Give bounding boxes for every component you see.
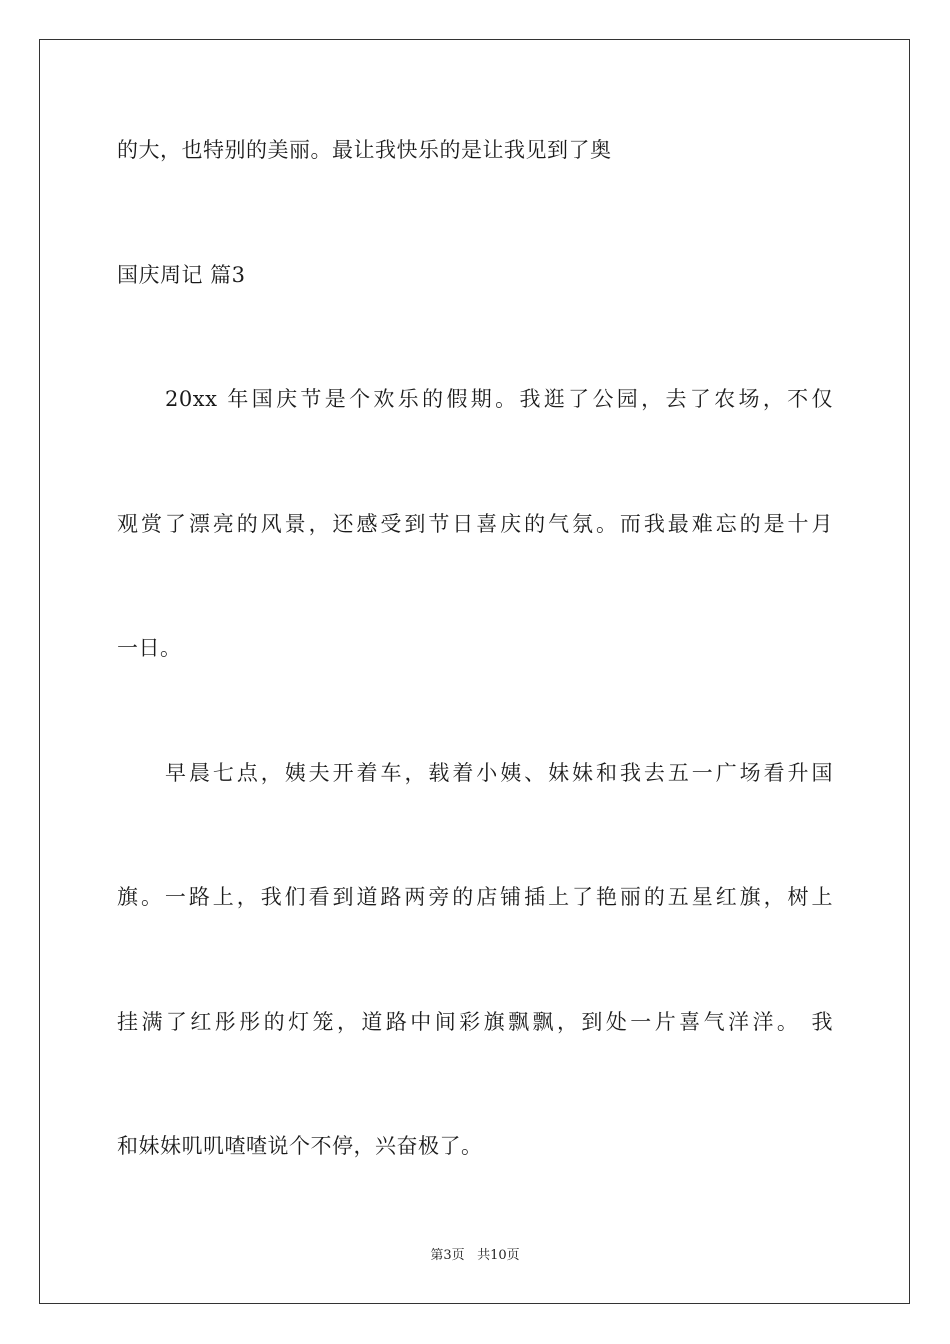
text-line-1: 的大，也特别的美丽。最让我快乐的是让我见到了奥 (117, 138, 612, 162)
paragraph-2-line-2: 旗。一路上，我们看到道路两旁的店铺插上了艳丽的五星红旗，树上 (117, 885, 833, 909)
page-border (39, 39, 910, 1304)
paragraph-2-line-1: 早晨七点，姨夫开着车，载着小姨、妹妹和我去五一广场看升国 (165, 761, 833, 785)
page-footer (0, 1248, 950, 1264)
paragraph-1-line-3: 一日。 (117, 636, 182, 660)
page-total: 共10页 (477, 1248, 520, 1263)
paragraph-1-line-2: 观赏了漂亮的风景，还感受到节日喜庆的气氛。而我最难忘的是十月 (117, 512, 833, 536)
page-number: 第3页 (430, 1248, 465, 1263)
paragraph-2-line-4: 和妹妹叽叽喳喳说个不停，兴奋极了。 (117, 1134, 483, 1158)
paragraph-2-line-3: 挂满了红彤彤的灯笼，道路中间彩旗飘飘，到处一片喜气洋洋。 我 (117, 1010, 833, 1034)
section-heading: 国庆周记 篇3 (117, 263, 246, 287)
paragraph-1-line-1: 20xx 年国庆节是个欢乐的假期。我逛了公园，去了农场，不仅 (165, 387, 833, 411)
